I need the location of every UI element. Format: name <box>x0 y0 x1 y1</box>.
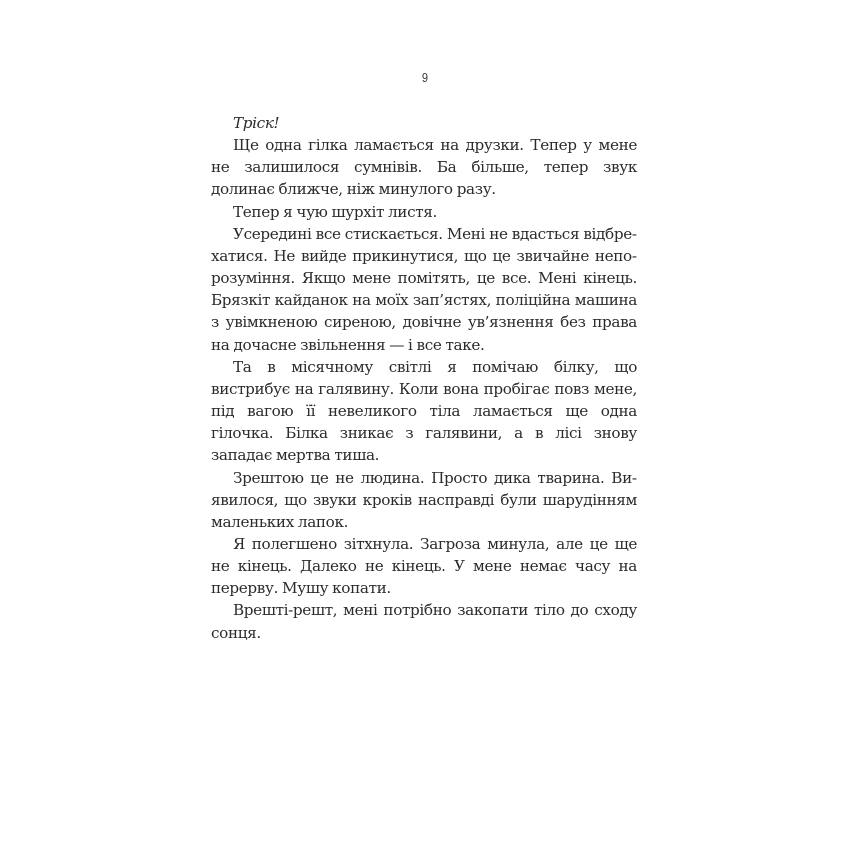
paragraph-relief: Я полегшено зітхнула. Загроза минула, але це ще не кінець. Далеко не кінець. У мене немає часу на перерву. Мушу копати. <box>211 534 637 598</box>
page-number: 9 <box>421 70 429 85</box>
paragraph-squirrel: Та в місячному світлі я помічаю білку, що вистрибує на галявину. Коли вона пробігає повз мене, під вагою її невеликого тіла ламається ще одна гілочка. Білка зникає з галявини, а в лісі знову западає мертва тиша. <box>211 357 637 465</box>
paragraph-branch-breaks: Ще одна гілка ламається на друзки. Тепер у мене не залишилося сумнівів. Ба більше, тепер звук долинає ближче, ніж минулого разу. <box>211 136 637 199</box>
paragraph-wild-animal: Зрештою це не людина. Просто дика тварина. Виявилося, що звуки кроків насправді були шарудінням маленьких лапок. <box>211 468 637 531</box>
paragraph-rustling-leaves: Тепер я чую шурхіт листя. <box>233 202 437 221</box>
paragraph-exclamation: Тріск! <box>233 114 280 132</box>
paragraph-bury-body: Врешті-решт, мені потрібно закопати тіло до сходу сонця. <box>211 601 637 642</box>
body-text <box>211 112 637 644</box>
paragraph-inner-fear: Усередині все стискається. Мені не вдасться відбрехатися. Не вийде прикинутися, що це звичайне непорозуміння. Якщо мене помітять, це все. Мені кінець. Брязкіт кайданок на моїх зап’ястях, поліційна машина з увімкненою сиреною, довічне ув’язнення без права на дочасне звільнення — і все таке. <box>211 224 637 354</box>
